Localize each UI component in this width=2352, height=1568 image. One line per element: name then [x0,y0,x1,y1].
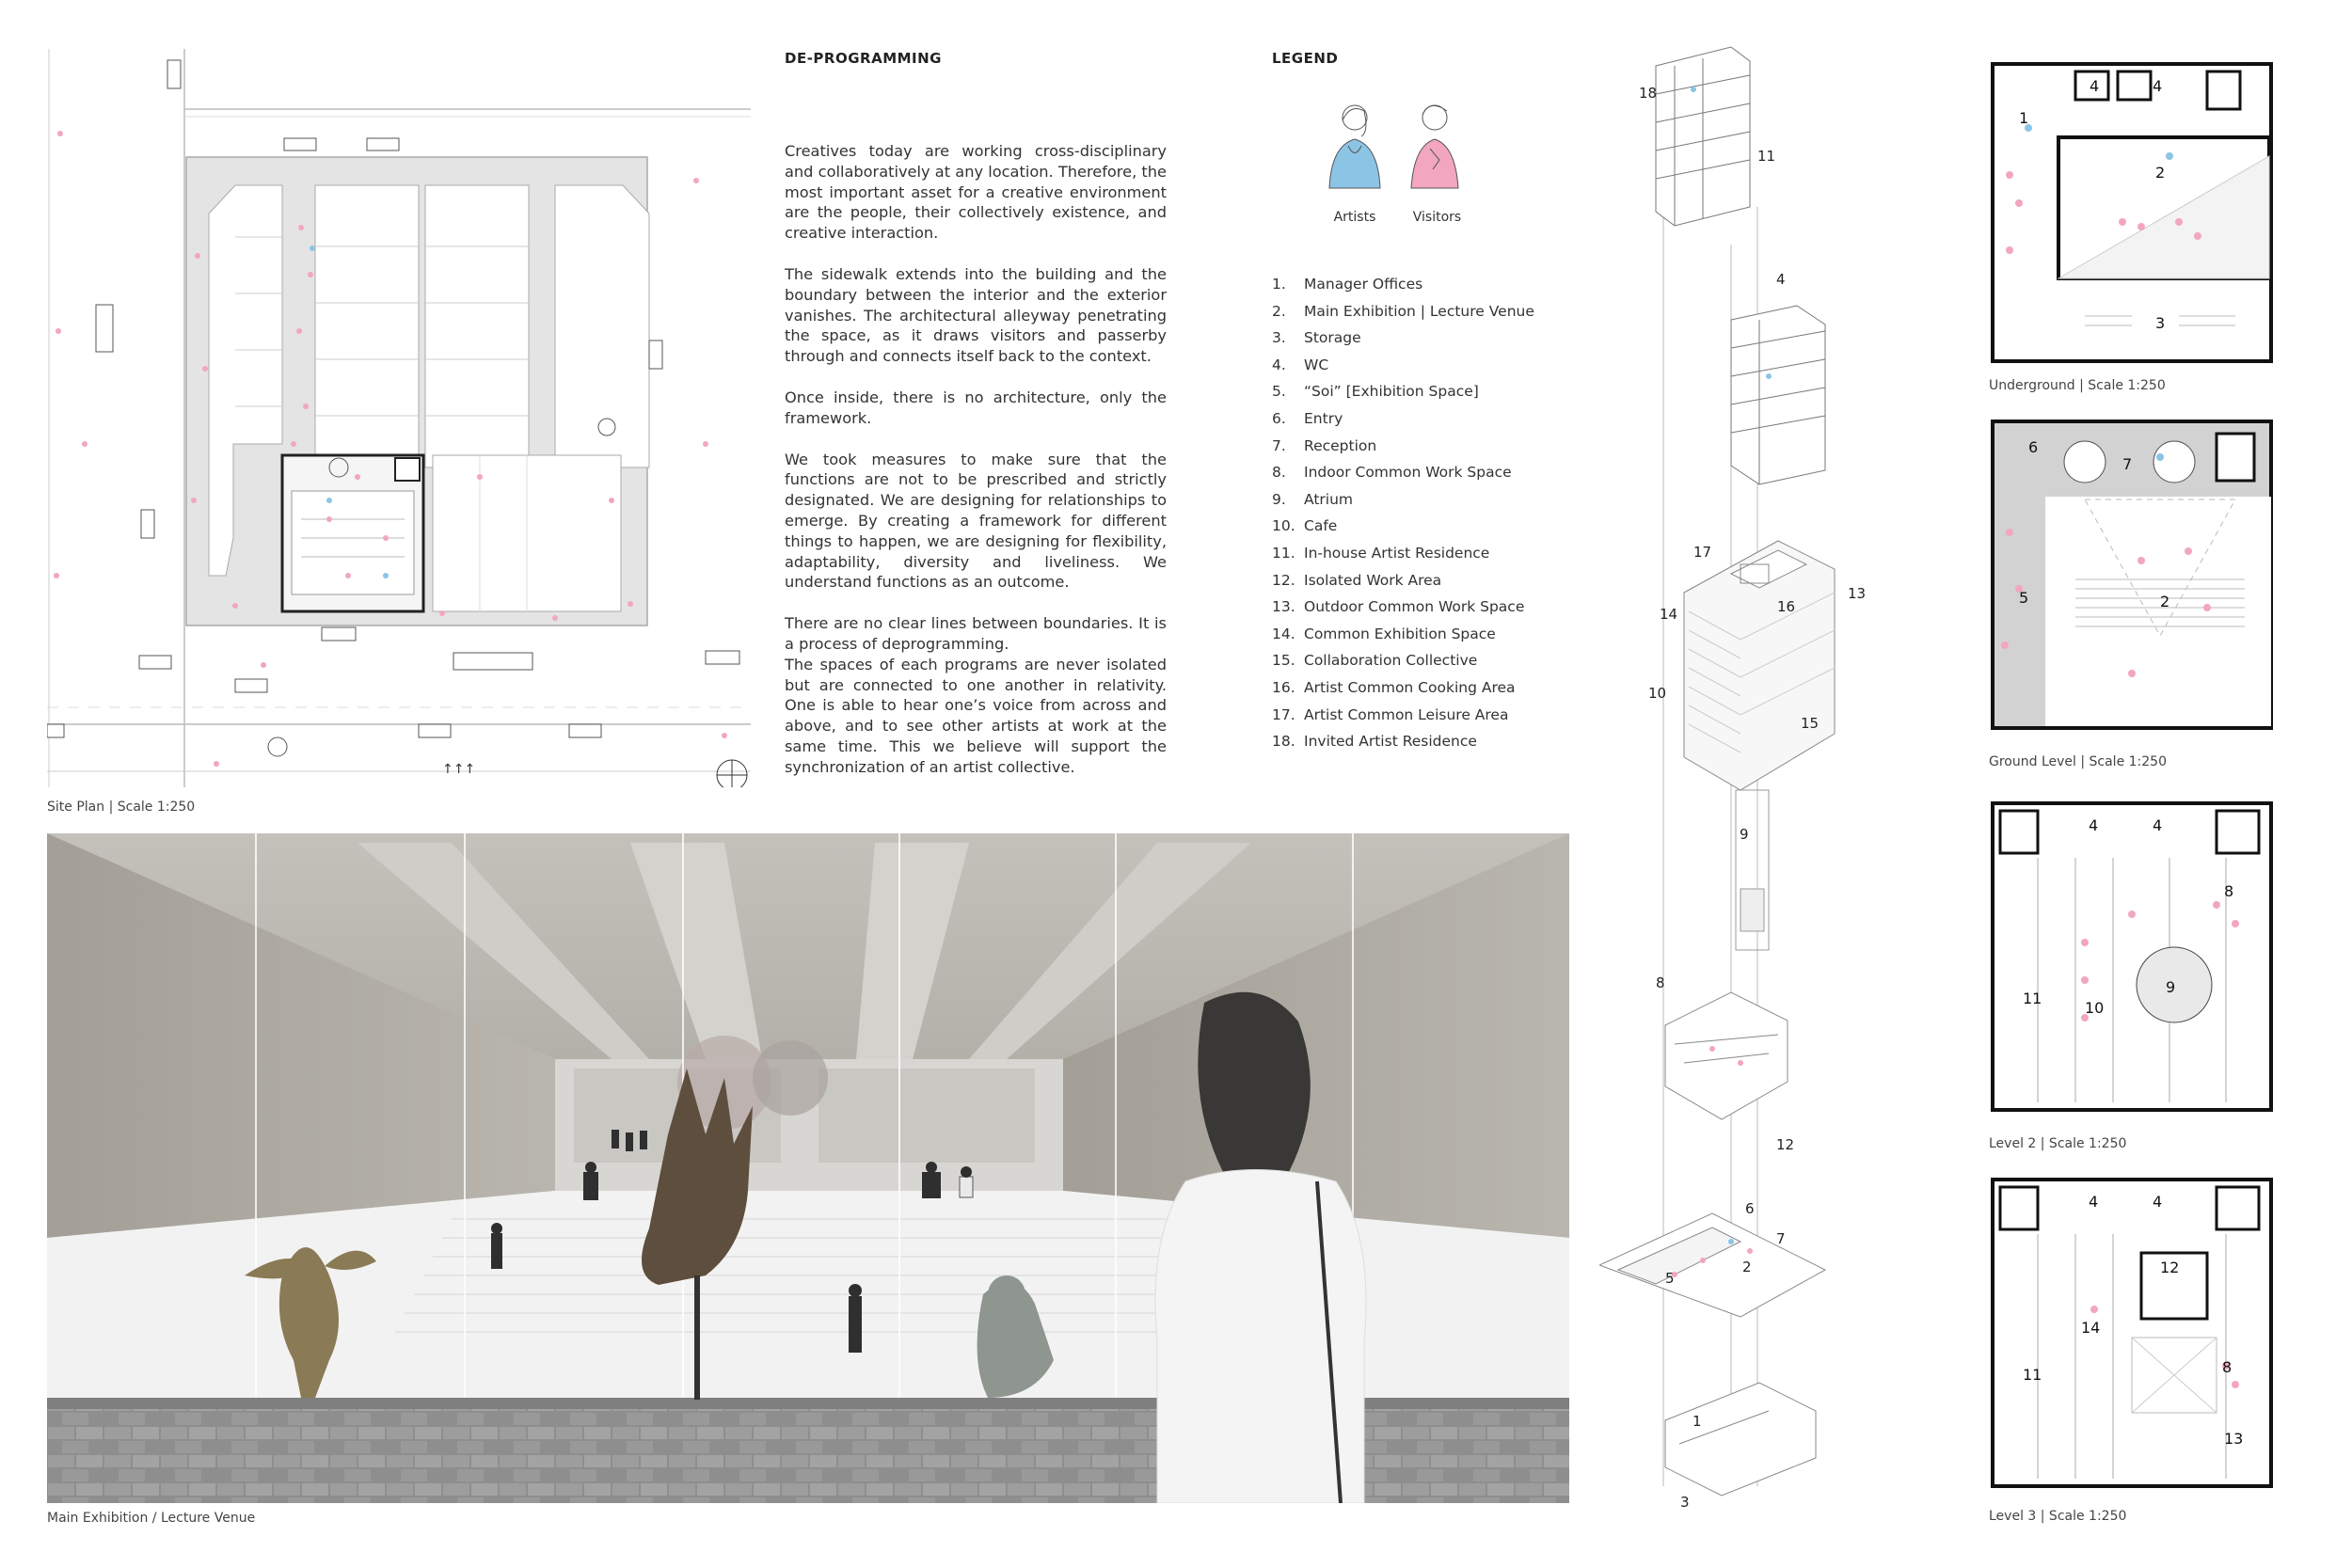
visitor-figure-icon [1411,105,1458,188]
axo-label-3: 3 [1680,1494,1690,1511]
plan-underground-caption: Underground | Scale 1:250 [1989,378,2166,393]
svg-text:↑↑↑: ↑↑↑ [442,762,476,777]
axo-label-8: 8 [1656,974,1665,991]
legend-item [1272,594,1573,621]
legend-number: 2. [1272,302,1286,320]
legend-item [1272,378,1573,405]
essay-paragraph: The spaces of each programs are never isolated but are connected to one another in relativity. One is able to hear one’s voice from across and above, and to see other artists at work at the same time. This we believe will support the synchronization of an artist collective. [785,655,1167,776]
legend-number: 15. [1272,652,1295,670]
plan-label: 10 [2085,999,2105,1017]
legend-figures [1312,94,1491,235]
exploded-axonometric [1599,38,1900,1524]
legend-number: 12. [1272,571,1295,589]
artist-figure-icon [1329,105,1380,188]
legend-label: Outdoor Common Work Space [1304,598,1525,616]
legend-number: 13. [1272,598,1295,616]
plan-label: 11 [2023,1366,2042,1384]
plan-level-3 [1991,1178,2273,1488]
plan-underground-drawing [1991,62,2273,363]
legend-label: WC [1304,356,1329,373]
plan-label: 9 [2166,978,2176,996]
plan-label: 2 [2155,164,2166,182]
legend-number: 3. [1272,329,1286,347]
visitors-label: Visitors [1412,210,1462,225]
plan-label: 8 [2224,882,2234,900]
legend-number: 8. [1272,464,1286,482]
essay-paragraph: Creatives today are working cross-disciplinary and collaboratively at any location. Therefore, the most important asset for a creative environment are the people, their collectively existence, and creative interaction. [785,142,1167,243]
legend-heading: LEGEND [1272,50,1339,67]
legend-number: 4. [1272,356,1286,373]
legend-item [1272,647,1573,674]
legend-label: Storage [1304,329,1361,347]
legend-number: 10. [1272,517,1295,535]
legend-item [1272,728,1573,755]
plan-level-2-drawing [1991,801,2273,1112]
rendering-image [47,833,1569,1503]
legend-number: 16. [1272,678,1295,696]
plan-label: 7 [2122,455,2133,473]
plan-label: 4 [2089,1193,2099,1211]
legend-item [1272,621,1573,648]
legend-label: Manager Offices [1304,276,1423,293]
axo-label-4: 4 [1776,271,1786,288]
plan-label: 11 [2023,990,2042,1007]
legend-label: Isolated Work Area [1304,571,1442,589]
legend-item [1272,271,1573,298]
artists-label: Artists [1333,210,1376,225]
legend-item [1272,352,1573,379]
legend-number: 6. [1272,409,1286,427]
site-plan-drawing [47,49,751,787]
axo-label-12: 12 [1776,1136,1795,1153]
plan-ground-caption: Ground Level | Scale 1:250 [1989,754,2167,769]
plan-level-2 [1991,801,2273,1112]
legend-number: 9. [1272,490,1286,508]
essay-paragraph: There are no clear lines between boundaries. It is a process of deprogramming. [785,614,1167,653]
essay-paragraph: The sidewalk extends into the building and the boundary between the interior and the exterior vanishes. The architectural alleyway penetrating the space, as it draws visitors and passerby through and connects itself back to the context. [785,264,1167,366]
legend-label: Artist Common Cooking Area [1304,678,1516,696]
axo-label-15: 15 [1801,715,1820,732]
legend-label: “Soi” [Exhibition Space] [1304,383,1479,401]
legend-number: 7. [1272,436,1286,454]
legend-number: 17. [1272,705,1295,723]
legend-label: Common Exhibition Space [1304,625,1496,642]
legend-label: In-house Artist Residence [1304,544,1490,562]
legend-item [1272,486,1573,514]
legend-label: Indoor Common Work Space [1304,464,1512,482]
plan-level-2-caption: Level 2 | Scale 1:250 [1989,1136,2127,1151]
plan-label: 4 [2089,816,2099,834]
site-plan-caption: Site Plan | Scale 1:250 [47,800,196,815]
axo-label-11: 11 [1757,148,1776,165]
legend-label: Entry [1304,409,1343,427]
axo-label-14: 14 [1660,606,1678,623]
legend-item [1272,433,1573,460]
legend-number: 14. [1272,625,1295,642]
legend-label: Invited Artist Residence [1304,733,1477,751]
axo-label-9: 9 [1740,826,1749,843]
plan-label: 4 [2090,77,2100,95]
axo-label-13: 13 [1848,585,1867,602]
axo-label-1: 1 [1692,1413,1702,1430]
essay-paragraph: We took measures to make sure that the functions are not to be prescribed and strictly designated. We are designing for relationships to emerge. By creating a framework for different things to happen, we are designing for flexibility, adaptability, diversity and liveliness. We understand functions as an outcome. [785,450,1167,592]
legend-item [1272,674,1573,702]
legend-label: Collaboration Collective [1304,652,1478,670]
legend-label: Reception [1304,436,1377,454]
legend-item [1272,459,1573,486]
plan-label: 1 [2019,109,2029,127]
exhibition-rendering [47,833,1569,1503]
plan-label: 6 [2028,438,2039,456]
plan-label: 2 [2160,593,2170,610]
essay-body [785,141,1167,799]
plan-label: 8 [2222,1358,2233,1376]
artist-visitor-figures [1312,94,1491,207]
axo-label-7: 7 [1776,1230,1786,1247]
axo-label-10: 10 [1648,685,1667,702]
plan-label: 3 [2155,314,2166,332]
axo-label-16: 16 [1777,598,1796,615]
legend-item [1272,567,1573,594]
site-plan [47,49,751,787]
plan-label: 12 [2160,1259,2180,1276]
legend-number: 18. [1272,733,1295,751]
plan-label: 13 [2224,1430,2244,1448]
legend-item [1272,702,1573,729]
plan-label: 14 [2081,1319,2101,1337]
legend-label: Atrium [1304,490,1354,508]
axonometric-drawing [1599,38,1900,1524]
legend-item [1272,405,1573,433]
axo-label-2: 2 [1742,1259,1752,1275]
plan-label: 4 [2153,1193,2163,1211]
legend-item [1272,540,1573,567]
legend-item [1272,513,1573,540]
plan-level-3-caption: Level 3 | Scale 1:250 [1989,1509,2127,1524]
plan-underground [1991,62,2273,363]
legend-label: Main Exhibition | Lecture Venue [1304,302,1534,320]
axo-label-5: 5 [1665,1270,1675,1287]
axo-label-18: 18 [1639,85,1658,102]
legend-number: 1. [1272,276,1286,293]
plan-label: 5 [2019,589,2029,607]
axo-label-6: 6 [1745,1200,1755,1217]
plan-label: 4 [2153,77,2163,95]
axo-label-17: 17 [1693,544,1712,561]
legend-item [1272,298,1573,325]
legend-item [1272,325,1573,352]
legend-label: Cafe [1304,517,1338,535]
legend-list [1272,271,1573,755]
legend-number: 5. [1272,383,1286,401]
essay-paragraph: Once inside, there is no architecture, only the framework. [785,388,1167,427]
legend-label: Artist Common Leisure Area [1304,705,1509,723]
rendering-caption: Main Exhibition / Lecture Venue [47,1511,256,1526]
plan-label: 4 [2153,816,2163,834]
legend-number: 11. [1272,544,1295,562]
essay-heading: DE-PROGRAMMING [785,50,942,67]
plan-ground [1991,420,2273,730]
